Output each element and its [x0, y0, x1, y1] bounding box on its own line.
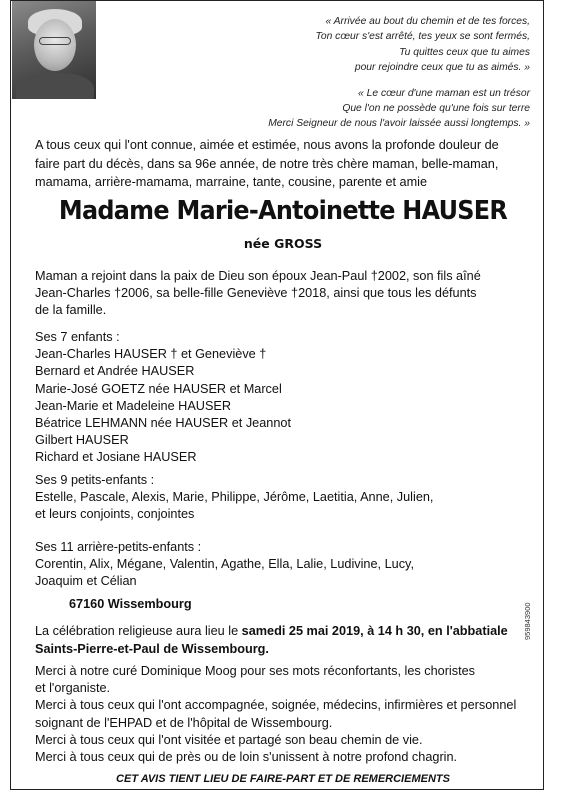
list-item: Richard et Josiane HAUSER: [35, 450, 197, 465]
children-section: [35, 329, 520, 467]
list-item: Corentin, Alix, Mégane, Valentin, Agathe, Ella, Lalie, Ludivine, Lucy,: [35, 557, 414, 572]
quote-line: « Le cœur d'une maman est un trésor: [358, 87, 530, 99]
portrait-photo: [12, 1, 96, 99]
great-grandchildren-section: [35, 539, 520, 591]
reference-number: 959843900: [523, 602, 532, 640]
deceased-name: Madame Marie-Antoinette HAUSER: [58, 196, 508, 226]
quote-line: Merci Seigneur de nous l'avoir laissée aussi longtemps. »: [268, 118, 530, 130]
quote-line: Tu quittes ceux que tu aimes: [399, 46, 530, 58]
thanks-line: Merci à tous ceux qui l'ont visitée et partagé son beau chemin de vie.: [35, 732, 423, 747]
list-item: Jean-Charles HAUSER † et Geneviève †: [35, 347, 267, 362]
list-item: Bernard et Andrée HAUSER: [35, 364, 195, 379]
list-item: Joaquim et Célian: [35, 574, 137, 589]
thanks-line: Merci à notre curé Dominique Moog pour ses mots réconfortants, les choristes: [35, 664, 476, 678]
thanks-line: Merci à tous ceux qui de près ou de loin s'unissent à notre profond chagrin.: [35, 750, 458, 765]
quote-line: « Arrivée au bout du chemin et de tes forces,: [325, 16, 530, 27]
list-item: Gilbert HAUSER: [35, 433, 129, 448]
children-heading: Ses 7 enfants :: [35, 330, 120, 344]
quote-line: pour rejoindre ceux que tu as aimés. »: [354, 62, 530, 74]
list-item: et leurs conjoints, conjointes: [35, 507, 195, 522]
grandchildren-heading: Ses 9 petits-enfants :: [35, 473, 155, 487]
thanks-line: soignant de l'EHPAD et de l'hôpital de Wissembourg.: [35, 715, 333, 730]
quote-line: Que l'on ne possède qu'une fois sur terre: [342, 103, 530, 115]
intro-paragraph: A tous ceux qui l'ont connue, aimée et estimée, nous avons la profonde douleur de faire part du décès, dans sa 96e année, de notre très chère maman, belle-maman, mamama, arrière-mamama, marraine, tante, cousine, parente et amie: [35, 138, 499, 190]
ceremony-paragraph: [35, 622, 535, 658]
city-address: 67160 Wissembourg: [69, 597, 192, 611]
quotes-block: [230, 14, 530, 132]
quote-line: Ton cœur s'est arrêté, tes yeux se sont fermés,: [315, 31, 530, 43]
maiden-name: née GROSS: [243, 236, 323, 251]
thanks-line: et l'organiste.: [35, 681, 111, 696]
list-item: Jean-Marie et Madeleine HAUSER: [35, 398, 232, 413]
grandchildren-section: [35, 472, 520, 524]
thanks-section: [35, 663, 520, 766]
rejoined-paragraph: Maman a rejoint dans la paix de Dieu son époux Jean-Paul †2002, son fils aîné Jean-Charles †2006, sa belle-fille Geneviève †2018, ainsi que tous les défunts de la famille.: [35, 269, 481, 318]
ceremony-details: samedi 25 mai 2019, à 14 h 30, en l'abbatiale Saints-Pierre-et-Paul de Wissembourg.: [35, 624, 508, 656]
list-item: Béatrice LEHMANN née HAUSER et Jeannot: [35, 416, 291, 431]
list-item: Marie-José GOETZ née HAUSER et Marcel: [35, 381, 282, 396]
list-item: Estelle, Pascale, Alexis, Marie, Philippe, Jérôme, Laetitia, Anne, Julien,: [35, 490, 434, 505]
ceremony-prefix: La célébration religieuse aura lieu le: [35, 624, 242, 638]
footer-notice: CET AVIS TIENT LIEU DE FAIRE-PART ET DE REMERCIEMENTS: [116, 773, 450, 785]
thanks-line: Merci à tous ceux qui l'ont accompagnée, soignée, médecins, infirmières et personnel: [35, 698, 517, 713]
great-grandchildren-heading: Ses 11 arrière-petits-enfants :: [35, 540, 202, 554]
